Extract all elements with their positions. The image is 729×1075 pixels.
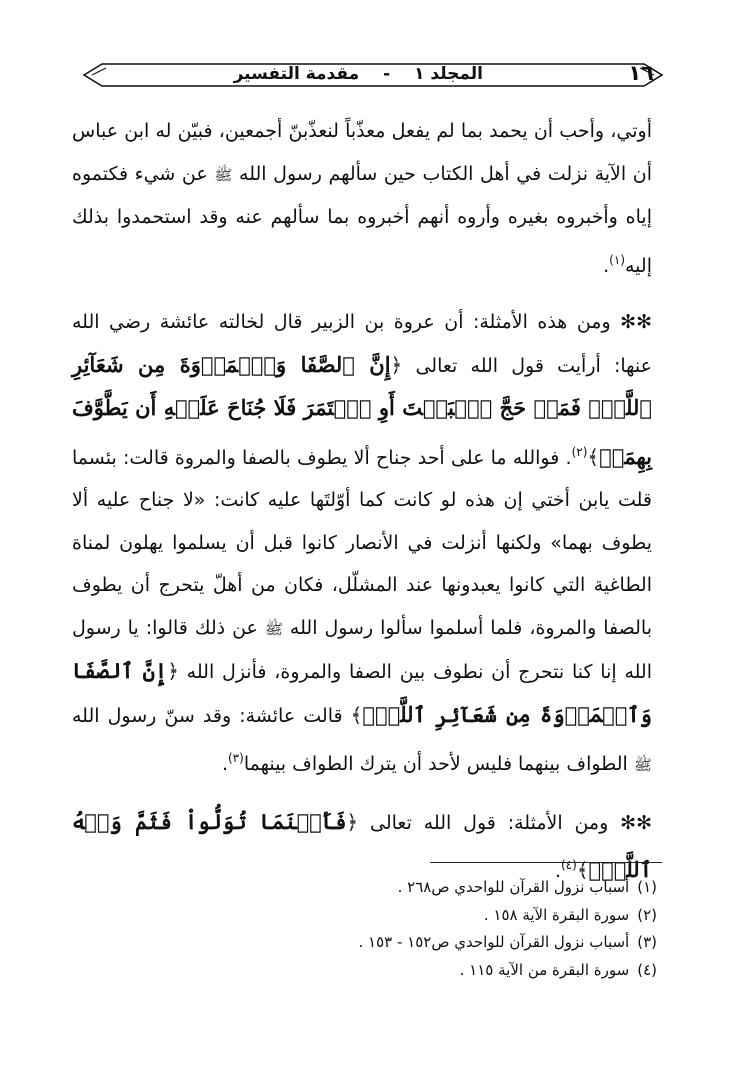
- text-run: . فوالله ما على أحد جناح ألا يطوف بالصفا والمروة قالت: بئسما قلت يابن أختي إن هذه لو كانت كما أوّلتَها عليه كانت: «لا جناح عليه ألا يطوف بهما» ولكنها أنزلت في الأنصار كانوا قبل أن يسلموا يهلون لمناة الطاغية التي كانوا يعبدونها عند المشلّل، فكان من أهلّ يتحرج أن يطوف بالصفا والمروة، فلما أسلموا سألوا رسول الله: [72, 446, 652, 639]
- text-run: عن ذلك قالوا: يا رسول الله إنا كنا نتحرج أن نطوف بين الصفا والمروة، فأنزل الله: [72, 616, 652, 683]
- text-run: .: [221, 753, 228, 775]
- ornate-bracket-close-icon: ﴾: [587, 444, 600, 469]
- quran-verse: إِنَّ ٱلصَّفَا وَٱلۡمَرۡوَةَ مِن شَعَآئِرِ ٱللَّهِۖ فَمَنۡ حَجَّ ٱلۡبَيۡتَ أَوِ ٱعۡتَمَرَ فَلَا جُنَاحَ عَلَيۡهِ أَن يَطَّوَّفَ بِهِمَاۚ: [72, 351, 652, 469]
- ornate-bracket-close-icon: ﴾: [576, 858, 589, 882]
- text-run: .: [554, 860, 561, 882]
- text-run: قالت عائشة: وقد سنّ رسول الله: [72, 704, 351, 727]
- footnote-ref-3[interactable]: (٣): [227, 751, 244, 765]
- salutation-glyph: ﷺ: [264, 619, 283, 638]
- text-run: أوتي، وأحب أن يحمد بما لم يفعل معذّباً لنعذّبنّ أجمعين، فبيّن له ابن عباس أن الآية نزلت في أهل الكتاب حين سألهم رسول الله: [72, 120, 652, 185]
- page-number: ١٦: [628, 61, 654, 85]
- footnotes: [77, 874, 657, 984]
- title-separator: -: [383, 64, 391, 84]
- salutation-glyph: ﷺ: [633, 756, 652, 774]
- footnote-number: (٢): [637, 905, 657, 924]
- footnote-item: [77, 902, 657, 930]
- footnote-number: (٣): [637, 933, 657, 951]
- ornate-bracket-open-icon: ﴿: [346, 809, 359, 834]
- footnote-text: أسباب نزول القرآن للواحدي ص٢٦٨ .: [397, 878, 630, 896]
- footnote-text: سورة البقرة من الآية ١١٥ .: [459, 960, 630, 979]
- footnote-item: [77, 929, 657, 957]
- section-title: مقدمة التفسير: [233, 64, 360, 84]
- footnote-text: سورة البقرة الآية ١٥٨ .: [483, 905, 630, 924]
- text-run: ومن هذه الأمثلة: أن عروة بن الزبير قال لخالته عائشة رضي الله عنها: أرأيت قول الله تعالى: [72, 311, 652, 377]
- main-text: [72, 110, 652, 893]
- paragraph-1: [72, 110, 652, 287]
- running-header: [78, 58, 668, 92]
- ornate-bracket-close-icon: ﴾: [350, 702, 363, 727]
- footnote-ref-4[interactable]: (٤): [560, 858, 577, 872]
- section-marker-icon: ✻✻: [620, 811, 652, 834]
- footnote-number: (١): [637, 878, 657, 896]
- footnote-divider: [430, 862, 662, 863]
- text-run: .: [603, 254, 610, 277]
- footnote-text: أسباب نزول القرآن للواحدي ص١٥٢ - ١٥٣ .: [358, 933, 630, 951]
- salutation-glyph: ﷺ: [214, 165, 233, 184]
- ornate-bracket-open-icon: ﴿: [167, 659, 179, 683]
- running-title: [233, 64, 483, 84]
- ornate-bracket-open-icon: ﴿: [390, 352, 403, 377]
- text-run: الطواف بينهما فليس لأحد أن يترك الطواف بينهما: [243, 753, 634, 775]
- quran-verse: فَأَيۡنَمَا تُوَلُّواْ فَثَمَّ وَجۡهُ ٱللَّهِۚ: [72, 808, 652, 882]
- footnote-item: [77, 874, 657, 902]
- footnote-item: [77, 957, 657, 985]
- quran-verse: إِنَّ ٱلصَّفَا وَٱلۡمَرۡوَةَ مِن شَعَآئِرِ ٱللَّهِۖ: [72, 658, 652, 727]
- text-run: عن شيء فكتموه إياه وأخبروه بغيره وأروه أنهم أخبروه بما سألهم عنه وقد استحمدوا بذلك إليه: [72, 162, 652, 277]
- paragraph-2: [72, 301, 652, 787]
- footnote-number: (٤): [637, 960, 657, 979]
- footnote-ref-1[interactable]: (١): [609, 252, 625, 267]
- footnote-ref-2[interactable]: (٢): [571, 444, 588, 459]
- volume-label: المجلد ١: [414, 64, 483, 84]
- section-marker-icon: ✻✻: [620, 311, 652, 333]
- text-run: ومن الأمثلة: قول الله تعالى: [358, 811, 621, 834]
